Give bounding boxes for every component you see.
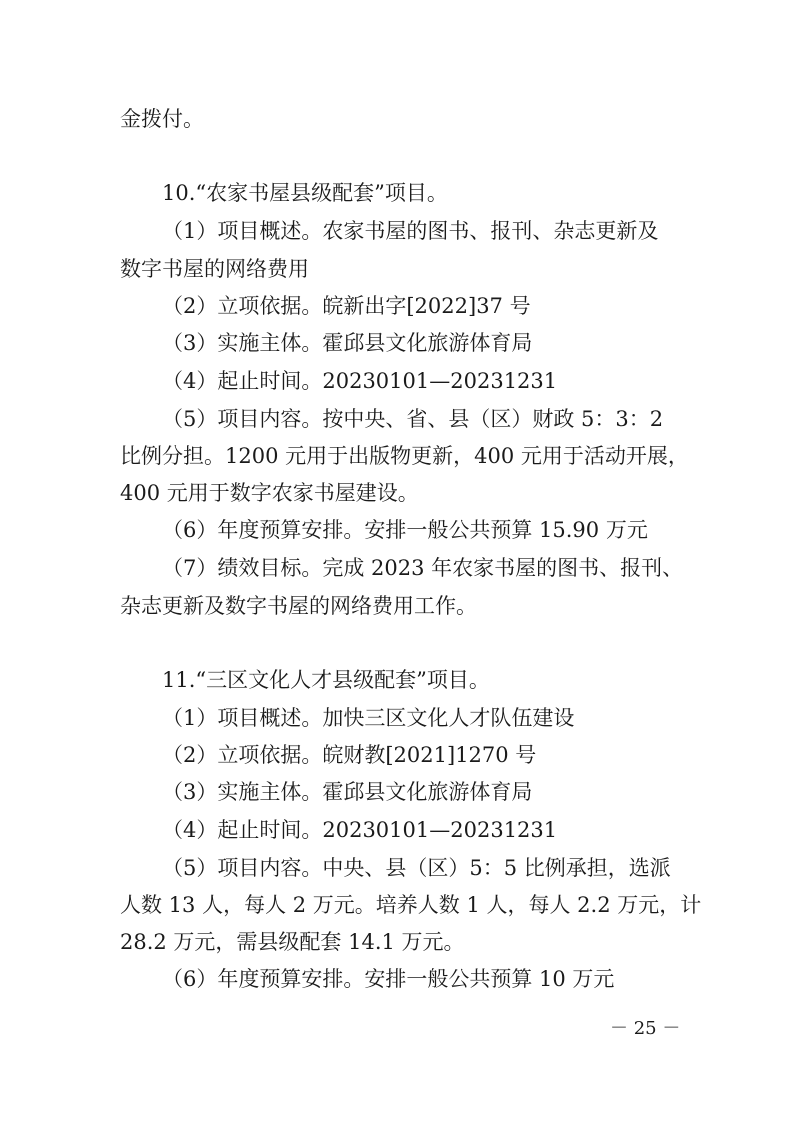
text-line: （2）立项依据。皖新出字[2022]37 号: [162, 294, 531, 318]
section-heading: 11.“三区文化人才县级配套”项目。: [162, 668, 490, 692]
text-line: （4）起止时间。20230101—20231231: [162, 818, 558, 842]
text-line: （1）项目概述。加快三区文化人才队伍建设: [162, 706, 575, 730]
text-line: （6）年度预算安排。安排一般公共预算 10 万元: [162, 967, 615, 991]
text-line: （3）实施主体。霍邱县文化旅游体育局: [162, 780, 533, 804]
text-line: （2）立项依据。皖财教[2021]1270 号: [162, 743, 537, 767]
text-line: （5）项目内容。按中央、省、县（区）财政 5：3：2: [162, 407, 664, 431]
text-line: （6）年度预算安排。安排一般公共预算 15.90 万元: [162, 518, 648, 542]
text-line: 比例分担。1200 元用于出版物更新，400 元用于活动开展，: [120, 444, 689, 468]
text-line: （5）项目内容。中央、县（区）5：5 比例承担，选派: [162, 856, 671, 880]
text-line: （3）实施主体。霍邱县文化旅游体育局: [162, 331, 533, 355]
text-line: 28.2 万元，需县级配套 14.1 万元。: [120, 930, 465, 954]
page-number: － 25 －: [610, 1018, 681, 1039]
text-line: （4）起止时间。20230101—20231231: [162, 369, 558, 393]
text-line: 400 元用于数字农家书屋建设。: [120, 481, 419, 505]
text-line: （1）项目概述。农家书屋的图书、报刊、杂志更新及: [162, 219, 659, 243]
section-heading: 10.“农家书屋县级配套”项目。: [162, 181, 448, 205]
text-line: 人数 13 人，每人 2 万元。培养人数 1 人，每人 2.2 万元，计: [120, 893, 702, 917]
text-line: 金拨付。: [120, 107, 204, 131]
text-line: 数字书屋的网络费用: [120, 257, 309, 281]
text-line: 杂志更新及数字书屋的网络费用工作。: [120, 594, 477, 618]
text-line: （7）绩效目标。完成 2023 年农家书屋的图书、报刊、: [162, 556, 684, 580]
